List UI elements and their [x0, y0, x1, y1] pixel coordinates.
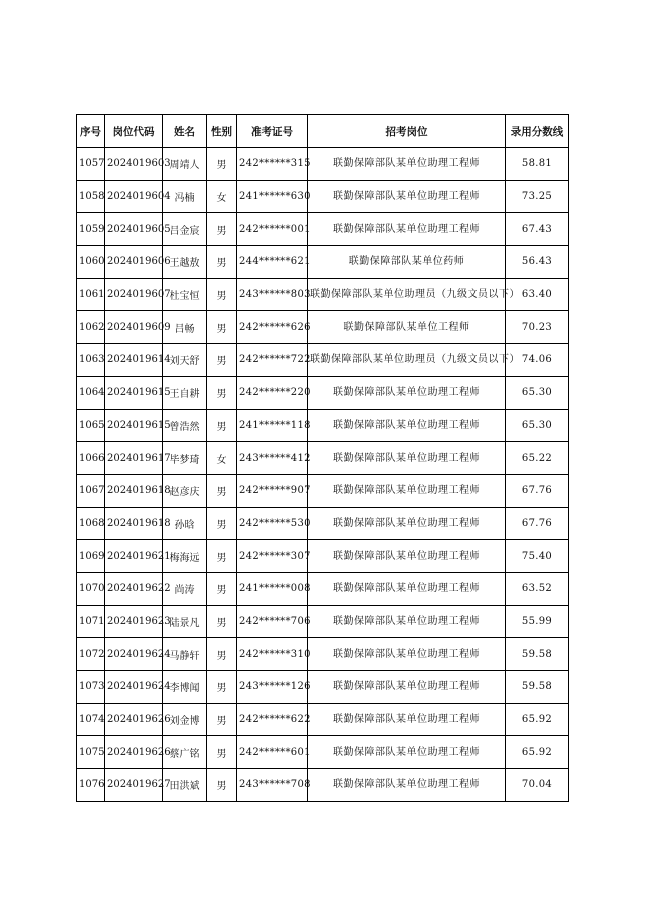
post-title-cell: 联勤保障部队某单位工程师	[308, 311, 506, 344]
ticket-number-cell: 242******722	[237, 344, 308, 377]
gender-cell: 男	[207, 540, 237, 573]
gender-cell: 男	[207, 671, 237, 704]
post-code-cell: 2024019624	[105, 638, 163, 671]
post-code-cell: 2024019623	[105, 605, 163, 638]
post-title-cell: 联勤保障部队某单位药师	[308, 246, 506, 279]
post-title-cell: 联勤保障部队某单位助理工程师	[308, 638, 506, 671]
score-cell: 55.99	[506, 605, 569, 638]
ticket-number-cell: 242******220	[237, 376, 308, 409]
gender-cell: 男	[207, 213, 237, 246]
ticket-number-cell: 241******008	[237, 572, 308, 605]
serial-number-cell: 1076	[77, 769, 105, 802]
score-cell: 65.22	[506, 442, 569, 475]
name-cell: 孙晗	[163, 507, 207, 540]
header-cell: 录用分数线	[506, 115, 569, 148]
gender-cell: 男	[207, 409, 237, 442]
score-cell: 67.76	[506, 474, 569, 507]
ticket-number-cell: 243******803	[237, 278, 308, 311]
serial-number-cell: 1062	[77, 311, 105, 344]
serial-number-cell: 1071	[77, 605, 105, 638]
table-row	[77, 572, 569, 605]
table-row	[77, 736, 569, 769]
ticket-number-cell: 241******118	[237, 409, 308, 442]
score-cell: 65.92	[506, 703, 569, 736]
name-cell: 杜宝恒	[163, 278, 207, 311]
ticket-number-cell: 243******708	[237, 769, 308, 802]
post-title-cell: 联勤保障部队某单位助理工程师	[308, 671, 506, 704]
post-code-cell: 2024019604	[105, 180, 163, 213]
score-cell: 59.58	[506, 638, 569, 671]
header-cell: 准考证号	[237, 115, 308, 148]
ticket-number-cell: 242******001	[237, 213, 308, 246]
table-row	[77, 638, 569, 671]
table-row	[77, 769, 569, 802]
table-row	[77, 703, 569, 736]
post-code-cell: 2024019618	[105, 507, 163, 540]
score-cell: 56.43	[506, 246, 569, 279]
ticket-number-cell: 243******126	[237, 671, 308, 704]
gender-cell: 女	[207, 180, 237, 213]
header-cell: 岗位代码	[105, 115, 163, 148]
post-code-cell: 2024019624	[105, 671, 163, 704]
post-title-cell: 联勤保障部队某单位助理工程师	[308, 736, 506, 769]
name-cell: 吕畅	[163, 311, 207, 344]
table-row	[77, 278, 569, 311]
post-title-cell: 联勤保障部队某单位助理工程师	[308, 442, 506, 475]
ticket-number-cell: 242******307	[237, 540, 308, 573]
serial-number-cell: 1060	[77, 246, 105, 279]
serial-number-cell: 1065	[77, 409, 105, 442]
post-code-cell: 2024019626	[105, 703, 163, 736]
serial-number-cell: 1063	[77, 344, 105, 377]
serial-number-cell: 1058	[77, 180, 105, 213]
name-cell: 冯楠	[163, 180, 207, 213]
table-row	[77, 540, 569, 573]
post-title-cell: 联勤保障部队某单位助理工程师	[308, 507, 506, 540]
post-title-cell: 联勤保障部队某单位助理员（九级文员以下）	[308, 278, 506, 311]
name-cell: 陆景凡	[163, 605, 207, 638]
gender-cell: 男	[207, 246, 237, 279]
serial-number-cell: 1061	[77, 278, 105, 311]
post-title-cell: 联勤保障部队某单位助理工程师	[308, 572, 506, 605]
post-title-cell: 联勤保障部队某单位助理工程师	[308, 213, 506, 246]
gender-cell: 男	[207, 278, 237, 311]
post-code-cell: 2024019607	[105, 278, 163, 311]
table-row	[77, 442, 569, 475]
table-row	[77, 180, 569, 213]
header-cell: 招考岗位	[308, 115, 506, 148]
name-cell: 赵彦庆	[163, 474, 207, 507]
table-row	[77, 311, 569, 344]
name-cell: 曾浩然	[163, 409, 207, 442]
ticket-number-cell: 242******310	[237, 638, 308, 671]
post-title-cell: 联勤保障部队某单位助理工程师	[308, 409, 506, 442]
gender-cell: 男	[207, 148, 237, 181]
post-code-cell: 2024019605	[105, 213, 163, 246]
score-cell: 59.58	[506, 671, 569, 704]
name-cell: 王自耕	[163, 376, 207, 409]
score-cell: 67.43	[506, 213, 569, 246]
name-cell: 田洪斌	[163, 769, 207, 802]
gender-cell: 男	[207, 572, 237, 605]
gender-cell: 男	[207, 507, 237, 540]
table-row	[77, 344, 569, 377]
ticket-number-cell: 242******315	[237, 148, 308, 181]
score-cell: 58.81	[506, 148, 569, 181]
ticket-number-cell: 243******412	[237, 442, 308, 475]
score-cell: 70.04	[506, 769, 569, 802]
post-code-cell: 2024019627	[105, 769, 163, 802]
gender-cell: 男	[207, 344, 237, 377]
serial-number-cell: 1069	[77, 540, 105, 573]
ticket-number-cell: 244******621	[237, 246, 308, 279]
post-title-cell: 联勤保障部队某单位助理工程师	[308, 148, 506, 181]
ticket-number-cell: 242******601	[237, 736, 308, 769]
serial-number-cell: 1073	[77, 671, 105, 704]
post-code-cell: 2024019615	[105, 376, 163, 409]
table-row	[77, 148, 569, 181]
post-code-cell: 2024019603	[105, 148, 163, 181]
score-cell: 73.25	[506, 180, 569, 213]
header-cell: 性别	[207, 115, 237, 148]
post-code-cell: 2024019606	[105, 246, 163, 279]
ticket-number-cell: 242******626	[237, 311, 308, 344]
score-cell: 65.30	[506, 376, 569, 409]
serial-number-cell: 1067	[77, 474, 105, 507]
serial-number-cell: 1057	[77, 148, 105, 181]
name-cell: 周靖人	[163, 148, 207, 181]
post-code-cell: 2024019609	[105, 311, 163, 344]
score-cell: 65.30	[506, 409, 569, 442]
post-title-cell: 联勤保障部队某单位助理工程师	[308, 703, 506, 736]
table-header-row	[77, 115, 569, 148]
score-cell: 75.40	[506, 540, 569, 573]
gender-cell: 男	[207, 703, 237, 736]
gender-cell: 女	[207, 442, 237, 475]
table-row	[77, 409, 569, 442]
post-code-cell: 2024019626	[105, 736, 163, 769]
table-row	[77, 246, 569, 279]
post-title-cell: 联勤保障部队某单位助理工程师	[308, 769, 506, 802]
name-cell: 刘天舒	[163, 344, 207, 377]
post-title-cell: 联勤保障部队某单位助理工程师	[308, 605, 506, 638]
name-cell: 王越敖	[163, 246, 207, 279]
post-title-cell: 联勤保障部队某单位助理工程师	[308, 540, 506, 573]
ticket-number-cell: 242******907	[237, 474, 308, 507]
post-code-cell: 2024019622	[105, 572, 163, 605]
table-row	[77, 213, 569, 246]
post-code-cell: 2024019615	[105, 409, 163, 442]
name-cell: 蔡广铭	[163, 736, 207, 769]
score-cell: 63.40	[506, 278, 569, 311]
post-code-cell: 2024019617	[105, 442, 163, 475]
ticket-number-cell: 241******630	[237, 180, 308, 213]
serial-number-cell: 1074	[77, 703, 105, 736]
gender-cell: 男	[207, 474, 237, 507]
table-row	[77, 605, 569, 638]
serial-number-cell: 1064	[77, 376, 105, 409]
ticket-number-cell: 242******622	[237, 703, 308, 736]
gender-cell: 男	[207, 638, 237, 671]
post-title-cell: 联勤保障部队某单位助理工程师	[308, 376, 506, 409]
post-title-cell: 联勤保障部队某单位助理员（九级文员以下）	[308, 344, 506, 377]
header-cell: 姓名	[163, 115, 207, 148]
name-cell: 尚涛	[163, 572, 207, 605]
serial-number-cell: 1059	[77, 213, 105, 246]
post-code-cell: 2024019621	[105, 540, 163, 573]
serial-number-cell: 1072	[77, 638, 105, 671]
name-cell: 梅海远	[163, 540, 207, 573]
table-row	[77, 474, 569, 507]
post-title-cell: 联勤保障部队某单位助理工程师	[308, 180, 506, 213]
serial-number-cell: 1070	[77, 572, 105, 605]
table-row	[77, 507, 569, 540]
post-code-cell: 2024019614	[105, 344, 163, 377]
ticket-number-cell: 242******706	[237, 605, 308, 638]
name-cell: 吕金宸	[163, 213, 207, 246]
gender-cell: 男	[207, 605, 237, 638]
name-cell: 刘金博	[163, 703, 207, 736]
table-row	[77, 671, 569, 704]
admission-score-table	[76, 114, 569, 802]
serial-number-cell: 1068	[77, 507, 105, 540]
header-cell: 序号	[77, 115, 105, 148]
table-row	[77, 376, 569, 409]
gender-cell: 男	[207, 311, 237, 344]
serial-number-cell: 1066	[77, 442, 105, 475]
post-code-cell: 2024019618	[105, 474, 163, 507]
post-title-cell: 联勤保障部队某单位助理工程师	[308, 474, 506, 507]
score-cell: 65.92	[506, 736, 569, 769]
name-cell: 李博闻	[163, 671, 207, 704]
ticket-number-cell: 242******530	[237, 507, 308, 540]
gender-cell: 男	[207, 376, 237, 409]
score-cell: 70.23	[506, 311, 569, 344]
gender-cell: 男	[207, 736, 237, 769]
serial-number-cell: 1075	[77, 736, 105, 769]
score-cell: 74.06	[506, 344, 569, 377]
name-cell: 马静轩	[163, 638, 207, 671]
name-cell: 毕梦琦	[163, 442, 207, 475]
score-cell: 63.52	[506, 572, 569, 605]
gender-cell: 男	[207, 769, 237, 802]
score-cell: 67.76	[506, 507, 569, 540]
